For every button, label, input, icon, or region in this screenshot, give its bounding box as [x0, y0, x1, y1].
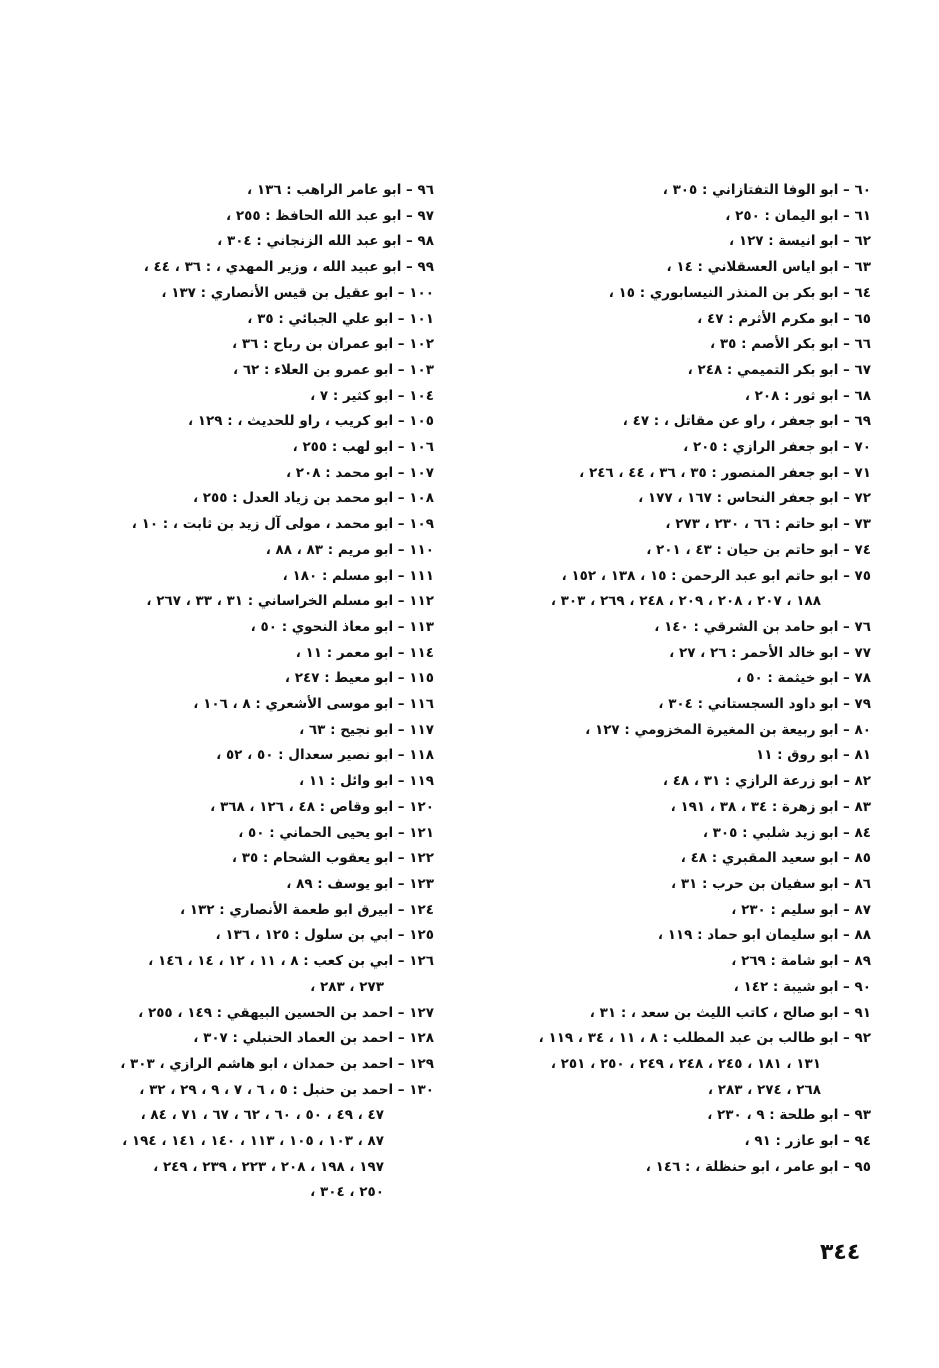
index-entry: ٧٨ – ابو خيثمة : ٥٠ ، — [736, 670, 871, 687]
index-entry: ٧٤ – ابو حاتم بن حيان : ٤٣ ، ٢٠١ ، — [646, 541, 871, 558]
index-entry: ٨١ – ابو روق : ١١ — [755, 747, 871, 764]
index-entry: ١١٥ – ابو معيط : ٢٤٧ ، — [284, 670, 434, 687]
index-entry: ١١٤ – ابو معمر : ١١ ، — [295, 644, 434, 661]
index-entry: ١٢٨ – احمد بن العماد الحنبلي : ٣٠٧ ، — [193, 1030, 434, 1047]
index-entry: ٨٨ – ابو سليمان ابو حماد : ١١٩ ، — [657, 927, 871, 944]
index-entry: ٩٥ – ابو عامر ، ابو حنظلة ، : ١٤٦ ، — [645, 1158, 871, 1175]
index-entry: ٨٤ – ابو زيد شلبي : ٣٠٥ ، — [702, 824, 871, 841]
index-entry-continuation: ٢٥٠ ، ٣٠٤ ، — [310, 1184, 384, 1201]
index-entry: ١٠٠ – ابو عقيل بن قيس الأنصاري : ١٣٧ ، — [161, 284, 434, 301]
index-entry: ٩٦ – ابو عامر الراهب : ١٣٦ ، — [247, 182, 434, 198]
index-entry: ٦١ – ابو اليمان : ٢٥٠ ، — [725, 207, 871, 224]
index-entry: ٩٩ – ابو عبيد الله ، وزير المهدي ، : ٣٦ ، ٤٤ ، — [143, 259, 434, 276]
index-entry: ١١١ – ابو مسلم : ١٨٠ ، — [282, 567, 434, 584]
index-entry: ١٠٨ – ابو محمد بن زياد العدل : ٢٥٥ ، — [192, 490, 434, 507]
index-column-left — [29, 178, 434, 1206]
index-entry: ١١٢ – ابو مسلم الخراساني : ٣١ ، ٣٣ ، ٢٦٧ ، — [146, 593, 434, 610]
index-entry: ١٢٢ – ابو يعقوب الشحام : ٣٥ ، — [231, 850, 434, 867]
index-entry: ١١٨ – ابو نصير سعدال : ٥٠ ، ٥٢ ، — [216, 747, 434, 764]
index-entry: ٦٠ – ابو الوفا التفتازاني : ٣٠٥ ، — [662, 182, 871, 198]
index-entry: ١٠٧ – ابو محمد : ٢٠٨ ، — [285, 464, 434, 481]
index-entry: ٧٩ – ابو داود السجستاني : ٣٠٤ ، — [658, 696, 871, 713]
index-entry: ٨٢ – ابو زرعة الرازي : ٣١ ، ٤٨ ، — [662, 773, 871, 790]
index-entry: ٦٧ – ابو بكر التميمي : ٢٤٨ ، — [687, 361, 871, 378]
index-entry-continuation: ٤٧ ، ٤٩ ، ٥٠ ، ٦٠ ، ٦٢ ، ٦٧ ، ٧١ ، ٨٤ ، — [140, 1107, 384, 1124]
index-entry: ١٠٣ – ابو عمرو بن العلاء : ٦٢ ، — [232, 361, 434, 378]
index-entry: ١٠٥ – ابو كريب ، راو للحديث ، : ١٢٩ ، — [187, 413, 434, 430]
index-entry: ٩٣ – ابو طلحة : ٩ ، ٢٣٠ ، — [707, 1107, 871, 1124]
index-entry: ١٠٩ – ابو محمد ، مولى آل زيد بن ثابت ، : ١٠ ، — [131, 516, 434, 533]
index-entry-continuation: ٨٧ ، ١٠٣ ، ١٠٥ ، ١١٣ ، ١٤٠ ، ١٤١ ، ١٩٤ ، — [122, 1133, 384, 1150]
index-entry: ٦٤ – ابو بكر بن المنذر النيسابوري : ١٥ ، — [608, 284, 871, 301]
index-entry: ٧٥ – ابو حاتم ابو عبد الرحمن : ١٥ ، ١٣٨ ، ١٥٢ ، — [561, 567, 871, 584]
index-entry: ١٠٢ – ابو عمران بن رباح : ٣٦ ، — [232, 336, 434, 353]
index-entry: ٩٤ – ابو عازر : ٩١ ، — [744, 1133, 871, 1150]
index-entry: ٨٩ – ابو شامة : ٢٦٩ ، — [731, 953, 871, 970]
index-entry: ٩٧ – ابو عبد الله الحافظ : ٢٥٥ ، — [226, 207, 434, 224]
index-entry-continuation: ١٩٧ ، ١٩٨ ، ٢٠٨ ، ٢٢٣ ، ٢٣٩ ، ٢٤٩ ، — [153, 1158, 384, 1175]
index-entry: ٦٥ – ابو مكرم الأثرم : ٤٧ ، — [697, 310, 871, 327]
index-entry: ١١٦ – ابو موسى الأشعري : ٨ ، ١٠٦ ، — [193, 696, 434, 713]
index-entry: ٨٥ – ابو سعيد المقبري : ٤٨ ، — [680, 850, 871, 867]
index-entry: ٨٦ – ابو سفيان بن حرب : ٣١ ، — [670, 875, 871, 892]
index-entry: ٩١ – ابو صالح ، كاتب الليث بن سعد ، : ٣١ ، — [589, 1004, 871, 1021]
index-entry: ١٢١ – ابو يحيى الحماني : ٥٠ ، — [238, 824, 434, 841]
index-entry: ١١٠ – ابو مريم : ٨٣ ، ٨٨ ، — [265, 541, 434, 558]
index-entry: ٧٣ – ابو حاتم : ٦٦ ، ٢٣٠ ، ٢٧٣ ، — [665, 516, 871, 533]
index-entry: ١٠٦ – ابو لهب : ٢٥٥ ، — [292, 439, 434, 456]
index-entry: ١١٣ – ابو معاذ النحوي : ٥٠ ، — [250, 618, 434, 635]
index-entry-continuation: ٢٧٣ ، ٢٨٣ ، — [310, 978, 384, 995]
page-number: ٣٤٤ — [820, 1240, 861, 1265]
index-entry: ٩٢ – ابو طالب بن عبد المطلب : ٨ ، ١١ ، ٣٤ ، ١١٩ ، — [538, 1030, 871, 1047]
index-entry: ١١٧ – ابو نجيح : ٦٣ ، — [299, 721, 434, 738]
index-entry: ١١٩ – ابو وائل : ١١ ، — [298, 773, 434, 790]
index-entry: ١٢٦ – ابي بن كعب : ٨ ، ١١ ، ١٢ ، ١٤ ، ١٤٦ ، — [148, 953, 434, 970]
index-entry: ١٢٠ – ابو وقاص : ٤٨ ، ١٢٦ ، ٣٦٨ ، — [210, 798, 434, 815]
index-entry: ٧٦ – ابو حامد بن الشرقي : ١٤٠ ، — [654, 618, 871, 635]
index-entry: ٦٢ – ابو انيسة : ١٢٧ ، — [728, 233, 871, 250]
index-entry: ٩٨ – ابو عبد الله الزنجاني : ٣٠٤ ، — [217, 233, 434, 250]
index-entry-continuation: ١٣١ ، ١٨١ ، ٢٤٥ ، ٢٤٨ ، ٢٤٩ ، ٢٥٠ ، ٢٥١ ، — [550, 1055, 821, 1072]
index-entry: ٧٢ – ابو جعفر النحاس : ١٦٧ ، ١٧٧ ، — [638, 490, 871, 507]
index-entry: ٦٨ – ابو ثور : ٢٠٨ ، — [744, 387, 871, 404]
index-entry: ١٣٠ – احمد بن حنبل : ٥ ، ٦ ، ٧ ، ٩ ، ٢٩ ، ٣٢ ، — [139, 1081, 434, 1098]
index-entry: ١٢٣ – ابو يوسف : ٨٩ ، — [286, 875, 434, 892]
index-entry: ٧١ – ابو جعفر المنصور : ٣٥ ، ٣٦ ، ٤٤ ، ٢٤٦ ، — [579, 464, 871, 481]
index-entry-continuation: ١٨٨ ، ٢٠٧ ، ٢٠٨ ، ٢٠٩ ، ٢٤٨ ، ٢٦٩ ، ٣٠٣ ، — [550, 593, 821, 610]
index-entry: ١٢٥ – ابي بن سلول : ١٢٥ ، ١٣٦ ، — [215, 927, 434, 944]
index-entry: ٦٩ – ابو جعفر ، راو عن مقاتل ، : ٤٧ ، — [622, 413, 871, 430]
index-column-right — [471, 178, 871, 1180]
index-entry: ٨٣ – ابو زهرة : ٣٤ ، ٣٨ ، ١٩١ ، — [670, 798, 871, 815]
index-entry: ١٢٧ – احمد بن الحسين البيهقي : ١٤٩ ، ٢٥٥ ، — [138, 1004, 434, 1021]
index-entry: ١٢٩ – احمد بن حمدان ، ابو هاشم الرازي ، ٣٠٣ ، — [120, 1055, 434, 1072]
index-entry: ٩٠ – ابو شيبة : ١٤٢ ، — [733, 978, 871, 995]
index-entry: ١٢٤ – ابيرق ابو طعمة الأنصاري : ١٣٢ ، — [179, 901, 434, 918]
index-entry: ٧٠ – ابو جعفر الرازي : ٢٠٥ ، — [683, 439, 871, 456]
index-entry: ٦٦ – ابو بكر الأصم : ٣٥ ، — [710, 336, 871, 353]
index-entry: ٨٠ – ابو ربيعة بن المغيرة المخزومي : ١٢٧ ، — [585, 721, 871, 738]
index-entry: ٦٣ – ابو اياس العسقلاني : ١٤ ، — [666, 259, 871, 276]
index-entry: ٧٧ – ابو خالد الأحمر : ٢٦ ، ٢٧ ، — [669, 644, 871, 661]
index-entry-continuation: ٢٦٨ ، ٢٧٤ ، ٢٨٣ ، — [707, 1081, 821, 1098]
index-entry: ١٠٤ – ابو كثير : ٧ ، — [310, 387, 434, 404]
index-entry: ١٠١ – ابو علي الجبائي : ٣٥ ، — [247, 310, 434, 327]
index-entry: ٨٧ – ابو سليم : ٢٣٠ ، — [731, 901, 871, 918]
